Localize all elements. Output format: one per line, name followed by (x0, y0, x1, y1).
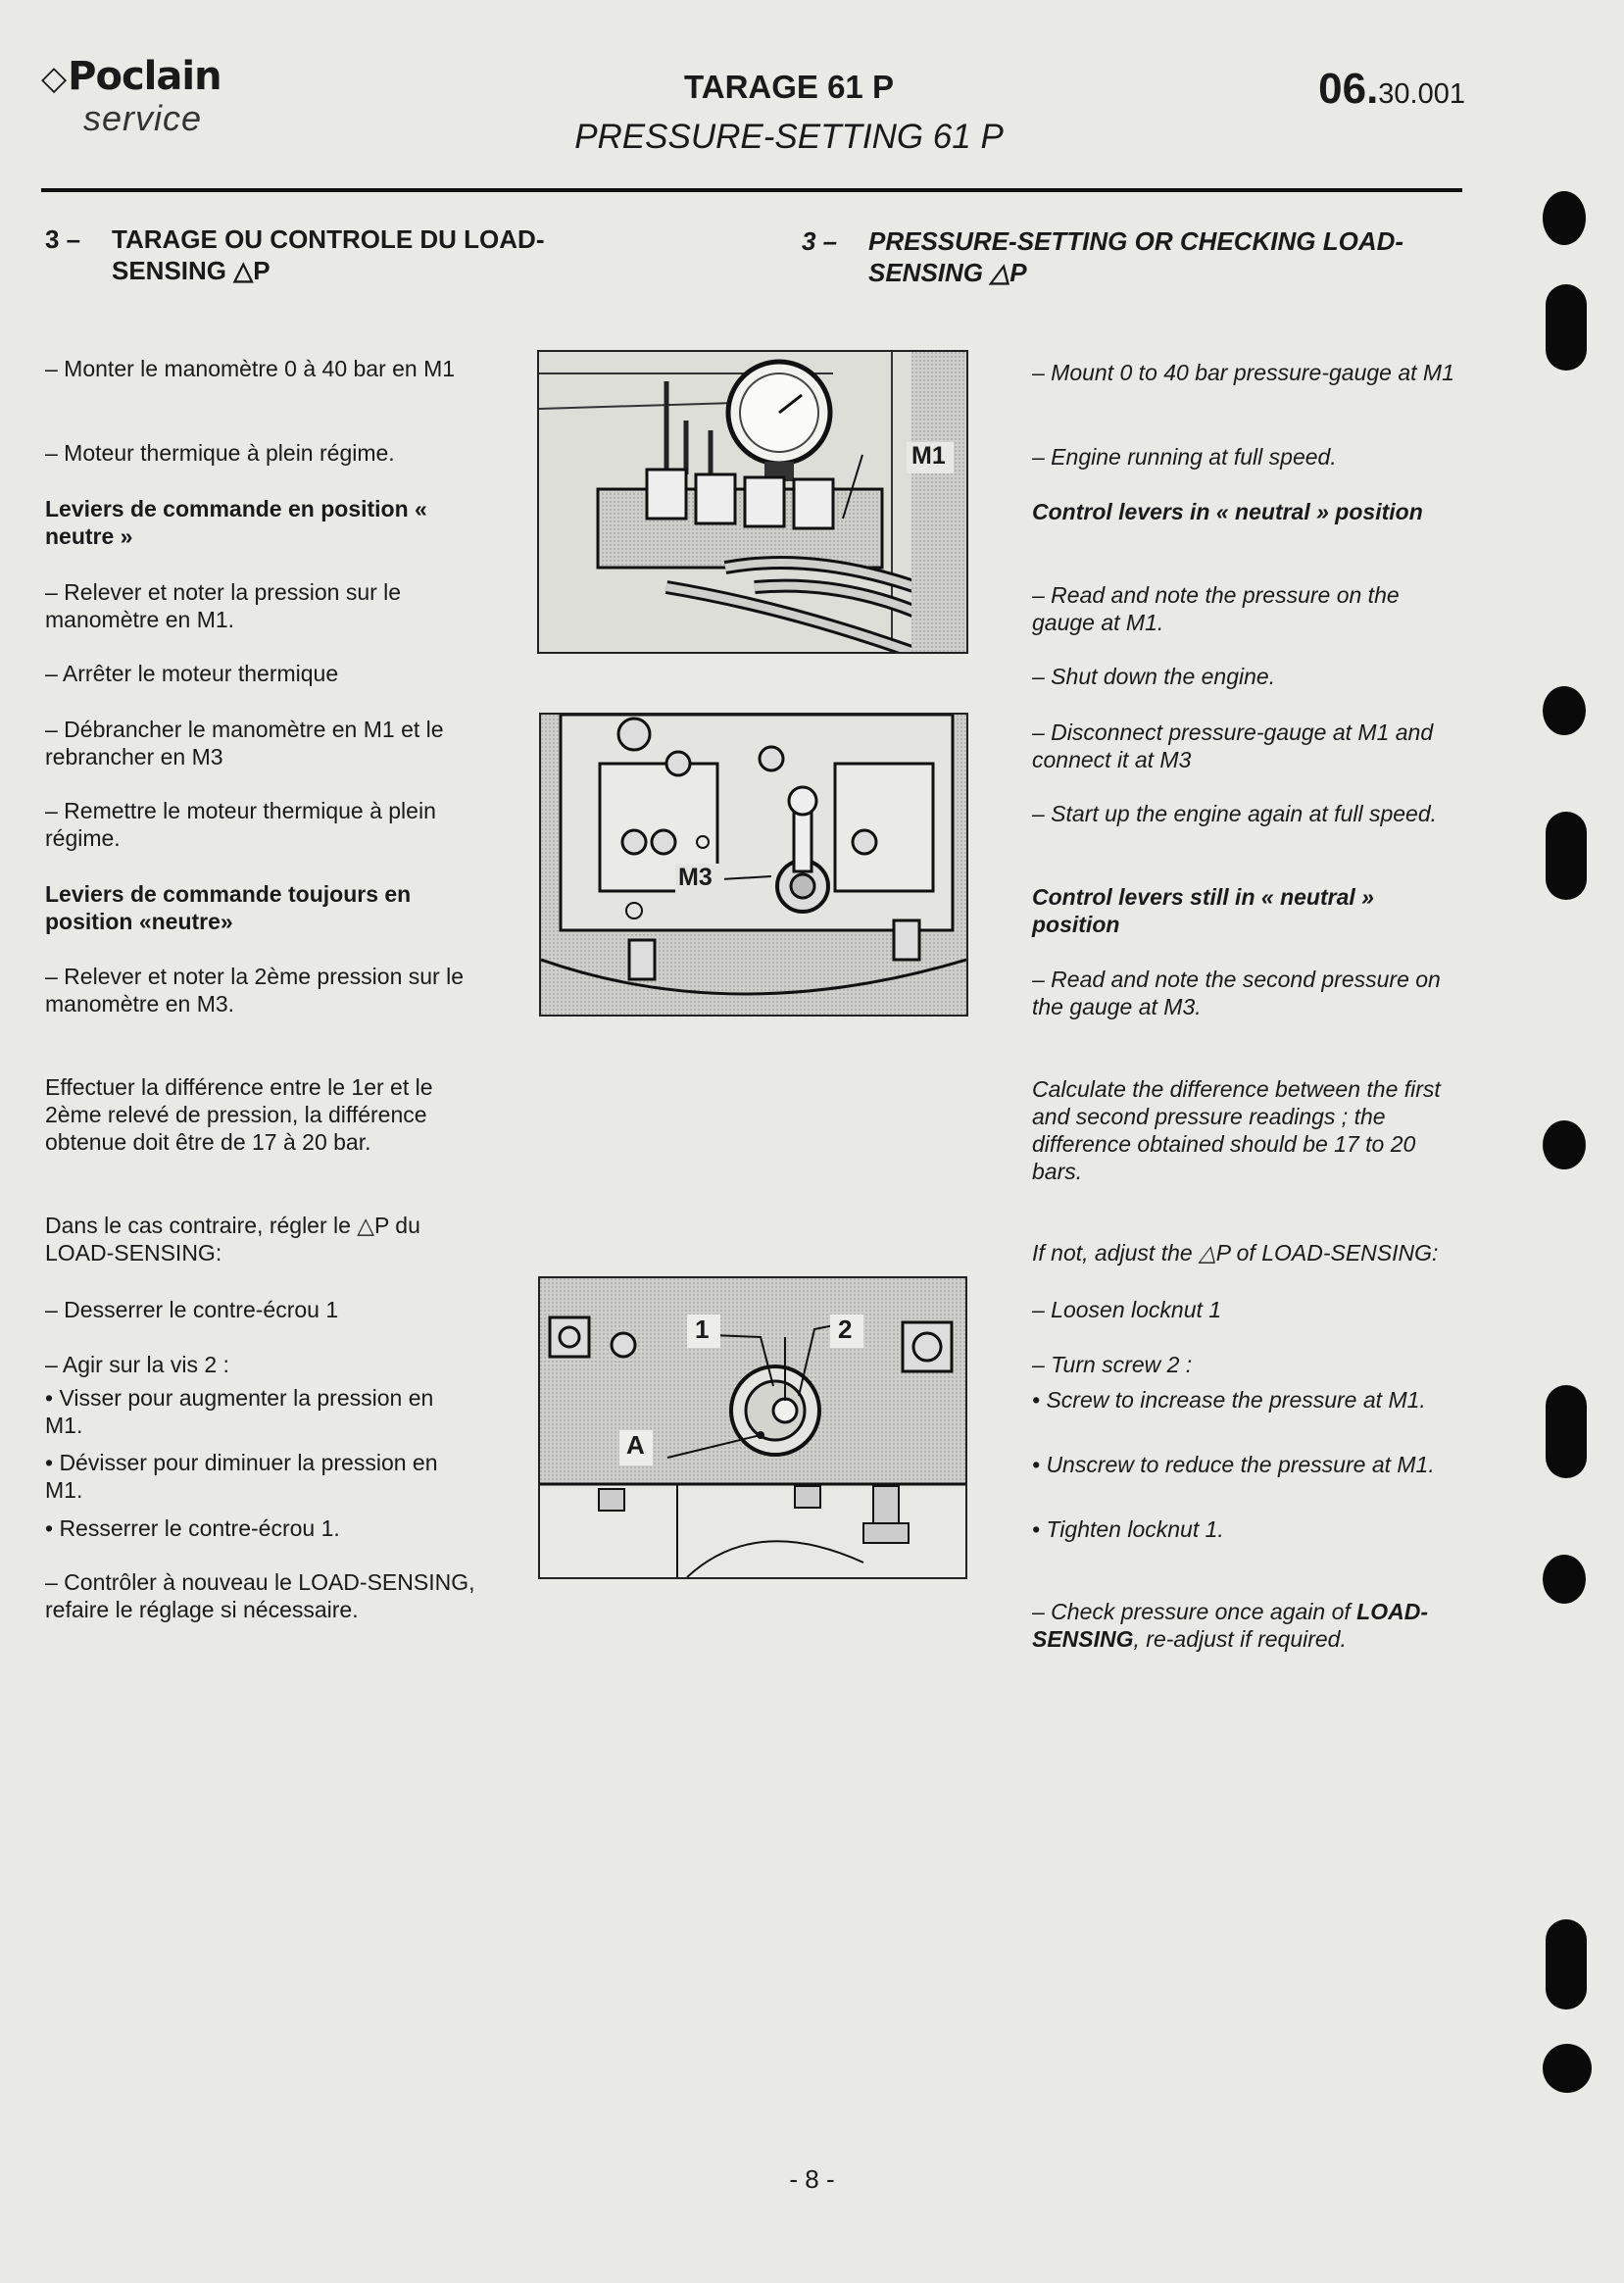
fr-bullet-tighten: • Resserrer le contre-écrou 1. (45, 1515, 340, 1541)
en-if-not-adjust: If not, adjust the △P of LOAD-SENSING: (1032, 1240, 1439, 1266)
fr-step-turn-screw: – Agir sur la vis 2 : (45, 1352, 229, 1377)
label-m3: M3 (678, 864, 713, 891)
en-step-move-gauge: – Disconnect pressure-gauge at M1 and connect it at M3 (1032, 720, 1434, 772)
brand-diamond-icon: ◇ (41, 59, 67, 98)
fr-step-read-m3: – Relever et noter la 2ème pression sur le manomètre en M3. (45, 964, 464, 1017)
en-step-turn-screw: – Turn screw 2 : (1032, 1352, 1193, 1377)
fr-calc-difference: Effectuer la différence entre le 1er et le 2ème relevé de pression, la différence obtenue doit être de 17 à 20 bar. (45, 1074, 433, 1155)
doc-number-main: 06. (1318, 65, 1379, 113)
figure-adjust-screw (538, 1276, 967, 1579)
binder-hole (1543, 191, 1586, 245)
en-step-restart-engine: – Start up the engine again at full speed. (1032, 801, 1438, 826)
fr-bullet-increase: • Visser pour augmenter la pression en M1. (45, 1385, 434, 1438)
section-number-en: 3 – (802, 226, 838, 256)
en-step-recheck: – Check pressure once again of LOAD-SENSING, re-adjust if required. (1032, 1599, 1428, 1652)
english-column (1032, 0, 1461, 2283)
en-bullet-decrease: • Unscrew to reduce the pressure at M1. (1032, 1452, 1435, 1477)
figure-gauge-m1-drawing (539, 352, 966, 652)
en-step-mount-gauge: – Mount 0 to 40 bar pressure-gauge at M1 (1032, 360, 1454, 385)
fr-step-engine-full: – Moteur thermique à plein régime. (45, 440, 395, 466)
binder-hole (1543, 686, 1586, 735)
fr-step-stop-engine: – Arrêter le moteur thermique (45, 661, 339, 686)
binder-hole (1543, 1555, 1586, 1604)
page-number: - 8 - (789, 2164, 835, 2194)
fr-step-mount-gauge: – Monter le manomètre 0 à 40 bar en M1 (45, 356, 456, 381)
fr-note-levers-neutral: Leviers de commande en position « neutre » (45, 496, 427, 549)
label-a: A (626, 1430, 645, 1460)
en-step-read-m3: – Read and note the second pressure on the gauge at M3. (1032, 967, 1441, 1019)
en-step-loosen-locknut: – Loosen locknut 1 (1032, 1297, 1222, 1322)
section-number-fr: 3 – (45, 224, 81, 254)
section-title-fr: TARAGE OU CONTROLE DU LOAD-SENSING △P (112, 224, 545, 285)
en-note-levers-neutral: Control levers in « neutral » position (1032, 499, 1423, 524)
section-title-en: PRESSURE-SETTING OR CHECKING LOAD-SENSING △P (868, 226, 1404, 287)
binder-hole (1546, 1385, 1587, 1478)
label-m1: M1 (911, 442, 946, 470)
fr-bullet-decrease: • Dévisser pour diminuer la pression en M1. (45, 1450, 438, 1503)
binder-hole (1546, 1919, 1587, 2010)
doc-number-sub: 30.001 (1378, 78, 1465, 110)
figure-gauge-m1 (537, 350, 968, 654)
en-step-read-m1: – Read and note the pressure on the gauge at M1. (1032, 582, 1400, 635)
fr-step-recheck: – Contrôler à nouveau le LOAD-SENSING, refaire le réglage si nécessaire. (45, 1569, 475, 1622)
binder-hole (1543, 1120, 1586, 1169)
figure-port-m3-drawing (541, 715, 966, 1015)
en-note-levers-still-neutral: Control levers still in « neutral » position (1032, 884, 1374, 937)
fr-if-not-adjust: Dans le cas contraire, régler le △P du LOAD-SENSING: (45, 1213, 420, 1266)
french-column (45, 0, 476, 2283)
fr-step-read-m1: – Relever et noter la pression sur le manomètre en M1. (45, 579, 402, 632)
binder-hole (1546, 812, 1587, 900)
label-screw-2: 2 (838, 1315, 853, 1344)
page-title-en: PRESSURE-SETTING 61 P (574, 118, 1004, 156)
brand-name: Poclain (68, 54, 221, 99)
fr-note-levers-still-neutral: Leviers de commande toujours en position «neutre» (45, 881, 412, 934)
en-calc-difference: Calculate the difference between the first and second pressure readings ; the difference obtained should be 17 to 20 bars. (1032, 1076, 1441, 1184)
figure-adjust-screw-drawing (540, 1278, 965, 1577)
brand-service: service (83, 98, 203, 138)
en-step-shut-down: – Shut down the engine. (1032, 664, 1276, 689)
fr-step-restart-engine: – Remettre le moteur thermique à plein régime. (45, 798, 436, 851)
label-locknut-1: 1 (695, 1315, 710, 1344)
en-step-engine-full: – Engine running at full speed. (1032, 444, 1337, 470)
page-title-fr: TARAGE 61 P (684, 69, 894, 105)
fr-step-loosen-locknut: – Desserrer le contre-écrou 1 (45, 1297, 339, 1322)
binder-hole (1543, 2044, 1592, 2093)
figure-port-m3 (539, 713, 968, 1017)
binder-hole (1546, 284, 1587, 371)
en-bullet-increase: • Screw to increase the pressure at M1. (1032, 1387, 1426, 1413)
fr-step-move-gauge: – Débrancher le manomètre en M1 et le rebrancher en M3 (45, 717, 444, 769)
en-bullet-tighten: • Tighten locknut 1. (1032, 1516, 1224, 1542)
